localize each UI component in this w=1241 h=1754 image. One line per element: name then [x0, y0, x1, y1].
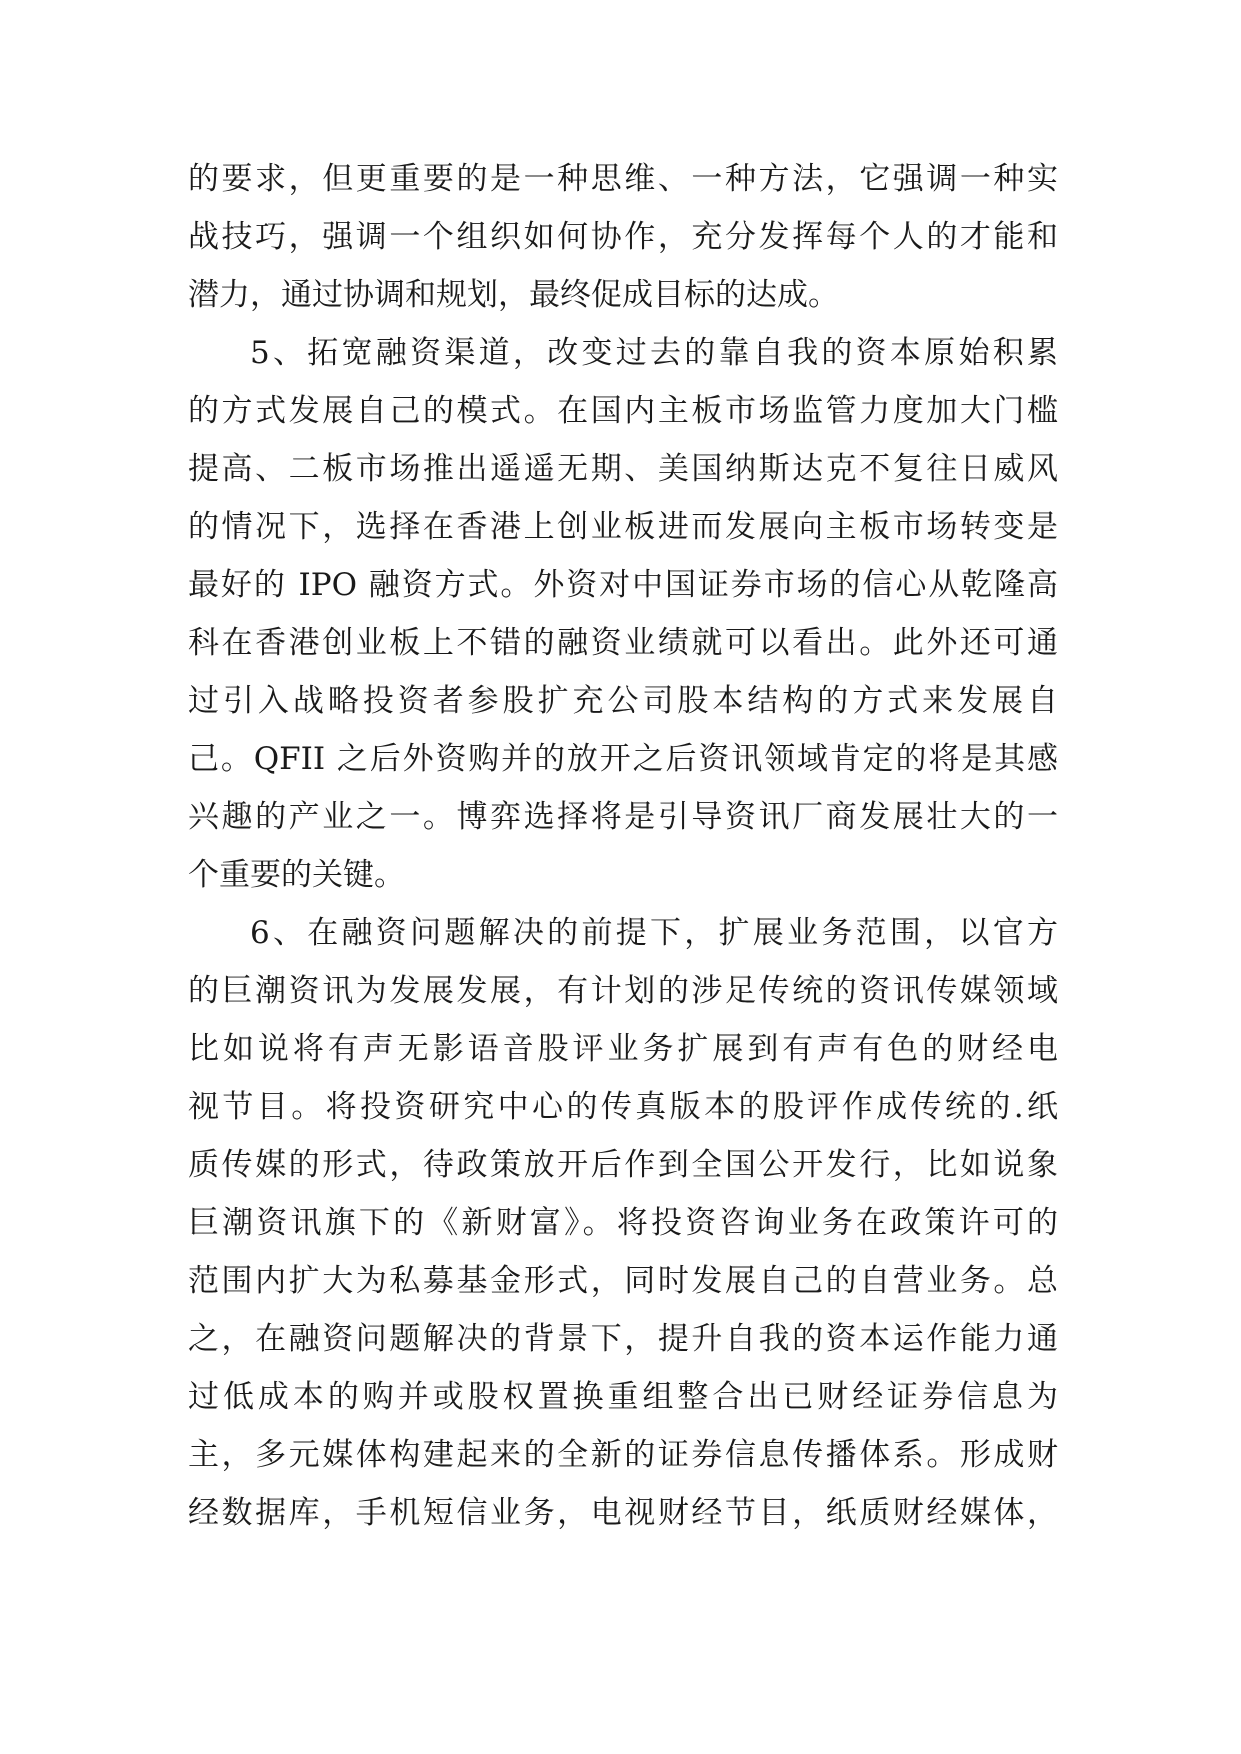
- text-line: 兴趣的产业之一。博弈选择将是引导资讯厂商发展壮大的一: [188, 799, 1058, 835]
- text-line: 己。QFII 之后外资购并的放开之后资讯领域肯定的将是其感: [188, 741, 1058, 777]
- text-line: 的方式发展自己的模式。在国内主板市场监管力度加大门槛: [188, 393, 1058, 429]
- text-line: 比如说将有声无影语音股评业务扩展到有声有色的财经电: [188, 1031, 1058, 1067]
- text-line: 个重要的关键。: [188, 857, 405, 893]
- text-line: 过引入战略投资者参股扩充公司股本结构的方式来发展自: [188, 683, 1058, 719]
- text-line: 的情况下，选择在香港上创业板进而发展向主板市场转变是: [188, 509, 1058, 545]
- paragraph-start-line: 5、拓宽融资渠道，改变过去的靠自我的资本原始积累: [250, 335, 1058, 371]
- text-line: 的要求，但更重要的是一种思维、一种方法，它强调一种实: [188, 161, 1058, 197]
- body-text: [188, 150, 1058, 1542]
- text-line: 之，在融资问题解决的背景下，提升自我的资本运作能力通: [188, 1321, 1058, 1357]
- text-line: 潜力，通过协调和规划，最终促成目标的达成。: [188, 277, 839, 313]
- text-line: 主，多元媒体构建起来的全新的证券信息传播体系。形成财: [188, 1437, 1058, 1473]
- text-line: 过低成本的购并或股权置换重组整合出已财经证券信息为: [188, 1379, 1058, 1415]
- text-line: 经数据库，手机短信业务，电视财经节目，纸质财经媒体，: [188, 1495, 1058, 1531]
- text-line: 范围内扩大为私募基金形式，同时发展自己的自营业务。总: [188, 1263, 1058, 1299]
- text-line: 最好的 IPO 融资方式。外资对中国证券市场的信心从乾隆高: [188, 567, 1058, 603]
- text-line: 战技巧，强调一个组织如何协作，充分发挥每个人的才能和: [188, 219, 1058, 255]
- text-line: 巨潮资讯旗下的《新财富》。将投资咨询业务在政策许可的: [188, 1205, 1058, 1241]
- text-line: 的巨潮资讯为发展发展，有计划的涉足传统的资讯传媒领域: [188, 973, 1058, 1009]
- text-line: 科在香港创业板上不错的融资业绩就可以看出。此外还可通: [188, 625, 1058, 661]
- paragraph-start-line: 6、在融资问题解决的前提下，扩展业务范围，以官方: [250, 915, 1058, 951]
- text-line: 视节目。将投资研究中心的传真版本的股评作成传统的.纸: [188, 1089, 1058, 1125]
- text-line: 提高、二板市场推出遥遥无期、美国纳斯达克不复往日威风: [188, 451, 1058, 487]
- text-line: 质传媒的形式，待政策放开后作到全国公开发行，比如说象: [188, 1147, 1058, 1183]
